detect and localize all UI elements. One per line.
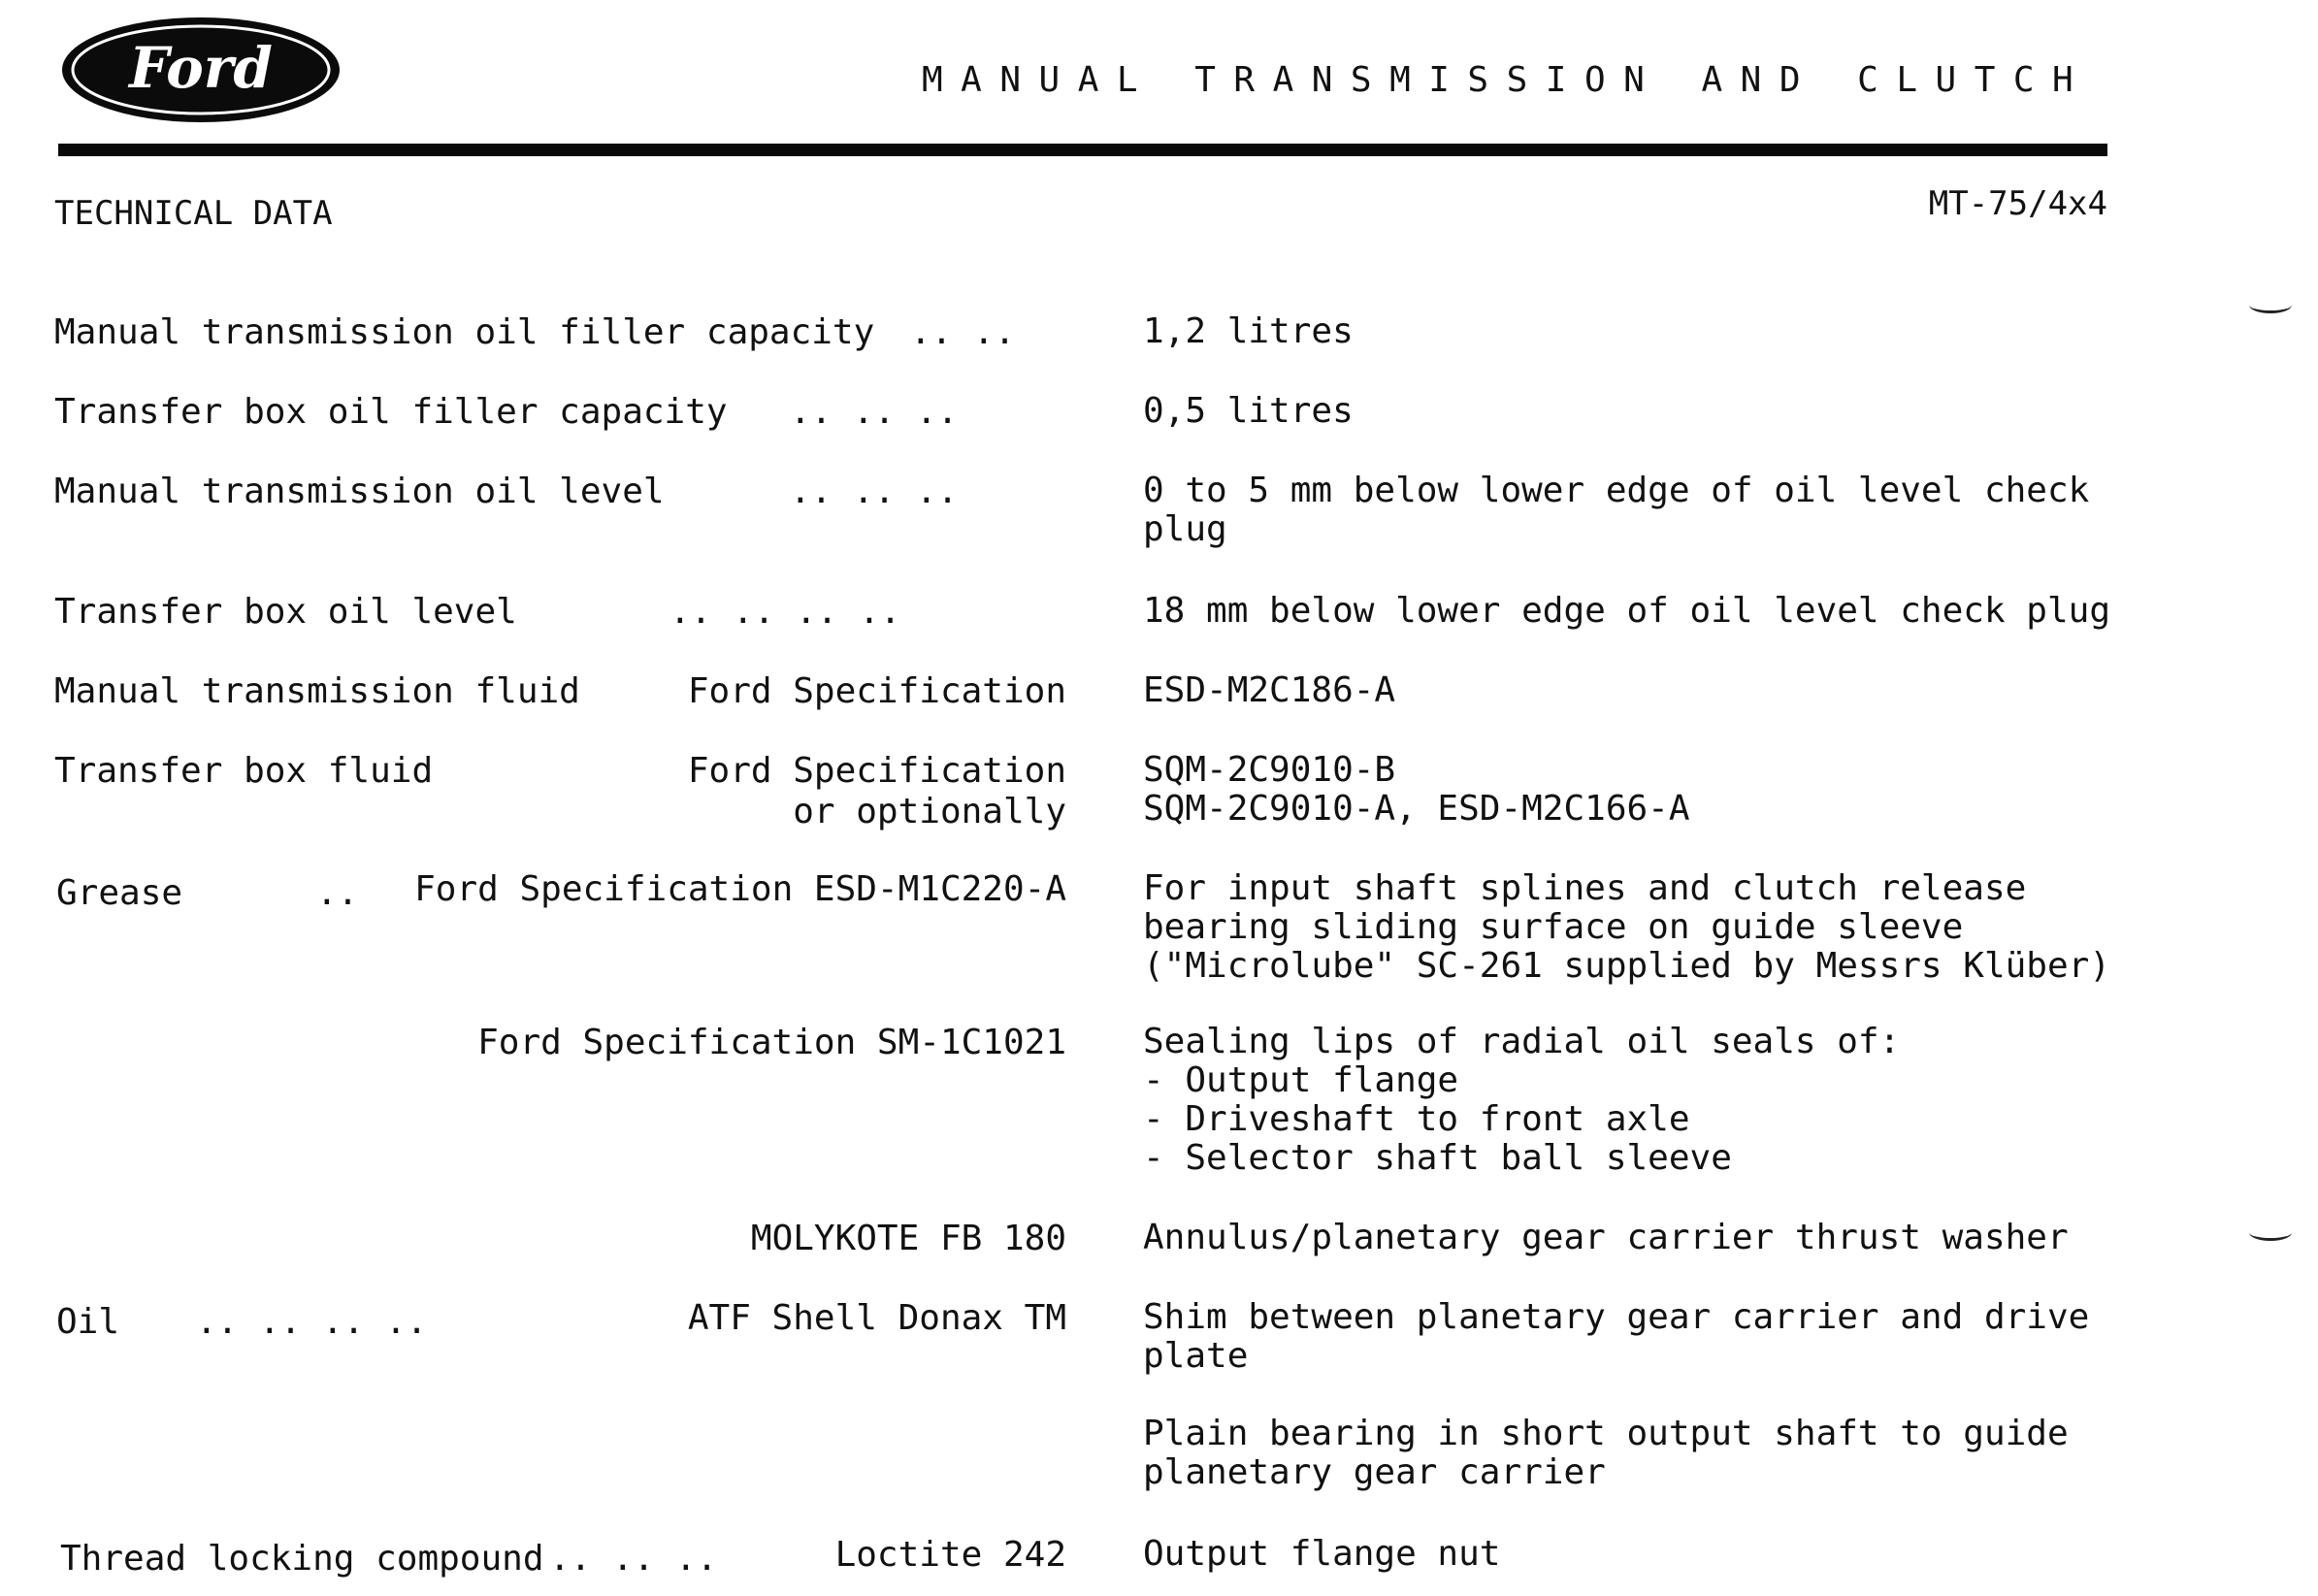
row-leader-dots: .. <box>316 873 359 913</box>
row-value: 1,2 litres <box>1143 311 1354 351</box>
row-value: Annulus/planetary gear carrier thrust washer <box>1143 1218 2069 1257</box>
document-code: MT-75/4x4 <box>1928 184 2107 223</box>
row-specification: Ford Specification ESD-M1C220-A <box>414 869 1066 909</box>
row-label: Manual transmission oil filler capacity <box>54 312 875 352</box>
row-specification: Ford Specification SM-1C1021 <box>477 1023 1066 1062</box>
margin-mark <box>2249 297 2292 313</box>
row-leader-dots: .. .. <box>910 312 1016 352</box>
row-value: Shim between planetary gear carrier and drive plate <box>1143 1297 2090 1376</box>
ford-logo <box>58 14 343 126</box>
row-specification: MOLYKOTE FB 180 <box>750 1219 1066 1258</box>
section-title: TECHNICAL DATA <box>54 194 333 233</box>
svg-text:Ford: Ford <box>129 35 273 101</box>
row-leader-dots: .. .. .. <box>790 472 959 511</box>
row-label: Grease <box>56 873 183 913</box>
row-label: Transfer box oil level <box>54 592 517 632</box>
row-specification: Loctite 242 <box>834 1535 1066 1575</box>
row-leader-dots: .. .. .. <box>790 392 959 432</box>
row-leader-dots: .. .. .. .. <box>196 1302 428 1342</box>
row-value: 18 mm below lower edge of oil level check plug <box>1143 591 2110 631</box>
row-label: Transfer box oil filler capacity <box>54 392 728 432</box>
row-value: SQM-2C9010-B SQM-2C9010-A, ESD-M2C166-A <box>1143 750 1690 829</box>
row-specification: ATF Shell Donax TM <box>687 1298 1066 1338</box>
row-specification: Ford Specification <box>687 671 1066 711</box>
margin-mark <box>2249 1224 2292 1241</box>
row-label: Thread locking compound <box>60 1539 544 1579</box>
document-header-title: MANUAL TRANSMISSION AND CLUTCH <box>922 60 2092 100</box>
row-leader-dots: .. .. .. .. <box>669 592 901 632</box>
row-value: Output flange nut <box>1143 1534 1501 1574</box>
row-label: Oil <box>56 1302 120 1342</box>
row-leader-dots: .. .. .. <box>549 1539 718 1579</box>
row-value: Sealing lips of radial oil seals of: - Output flange - Driveshaft to front axle - Selector shaft ball sleeve <box>1143 1022 1901 1178</box>
row-label: Manual transmission fluid <box>54 671 580 711</box>
header-rule <box>58 144 2107 156</box>
row-value: 0,5 litres <box>1143 391 1354 431</box>
row-label: Manual transmission oil level <box>54 472 665 511</box>
row-value: ESD-M2C186-A <box>1143 670 1396 710</box>
row-value: 0 to 5 mm below lower edge of oil level check plug <box>1143 471 2090 549</box>
row-value: Plain bearing in short output shaft to guide planetary gear carrier <box>1143 1414 2069 1492</box>
row-label: Transfer box fluid <box>54 751 434 791</box>
row-value: For input shaft splines and clutch release bearing sliding surface on guide sleeve ("Microlube" SC-261 supplied by Messrs Klüber) <box>1143 868 2110 986</box>
row-specification: Ford Specification or optionally <box>687 751 1066 831</box>
